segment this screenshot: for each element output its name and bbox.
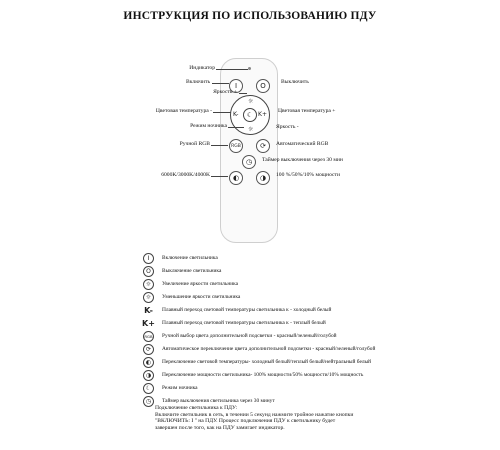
moon-icon: ☾ (246, 111, 254, 119)
leader-line (211, 145, 228, 146)
label-color-temp-plus: Цветовая температура + (278, 108, 336, 114)
remote-rgb-button[interactable] (229, 139, 243, 153)
leader-line (212, 83, 229, 84)
auto-rgb-icon: ⟳ (143, 344, 154, 355)
timer-icon: ◷ (143, 396, 154, 407)
power-level-icon: ◑ (259, 174, 267, 182)
legend-text: Режим ночника (162, 385, 198, 391)
legend-item (143, 278, 238, 290)
brightness-up-icon: ☼ (248, 98, 254, 105)
label-off: Выключить (281, 79, 309, 85)
legend-text: Увеличение яркости светильника (162, 281, 239, 287)
legend-item (143, 265, 221, 277)
legend-text: Переключение мощности светильника- 100% мощности/50% мощности/10% мощность (162, 372, 364, 378)
legend-item (143, 369, 363, 381)
label-color-temps: 6000K/3000K/4000K (161, 172, 210, 178)
power-off-icon: O (143, 266, 154, 277)
legend-text: Включение светильника (162, 255, 218, 261)
auto-rgb-icon: ⟳ (260, 142, 266, 150)
leader-line (213, 112, 231, 113)
note-heading: Подключение светильника к ПДУ: (155, 405, 238, 411)
power-off-icon: O (260, 82, 266, 90)
leader-line (216, 69, 248, 70)
color-temp-icon: ◐ (143, 357, 154, 368)
label-on: Включить (185, 79, 210, 85)
legend-item (143, 252, 218, 264)
remote-timer-button[interactable] (242, 155, 256, 169)
power-level-icon: ◑ (143, 370, 154, 381)
legend-item (143, 317, 326, 329)
note-line: "ВКЛЮЧИТЬ: I " на ПДУ. Процесс подключения ПДУ к светильнику будет (155, 418, 336, 425)
brightness-up-icon: ☼ (143, 279, 154, 290)
k-minus-label: K- (233, 111, 239, 118)
power-on-icon: I (234, 82, 238, 90)
moon-icon: ☾ (143, 383, 154, 394)
label-auto-rgb: Автоматический RGB (276, 141, 329, 147)
legend-text: Таймер выключения светильника через 30 минут (162, 398, 275, 404)
indicator-light (248, 67, 251, 70)
label-brightness-down: Яркость - (276, 124, 299, 130)
legend-item (143, 382, 198, 394)
remote-color-temp-button[interactable] (229, 171, 243, 185)
label-color-temp-minus: Цветовая температура - (155, 108, 212, 114)
leader-line (239, 93, 247, 94)
brightness-down-icon: ☼ (143, 292, 154, 303)
rgb-icon: RGB (143, 331, 154, 342)
legend-item (143, 356, 371, 368)
night-mode-button[interactable] (243, 108, 257, 122)
legend-text: Плавный переход световой температуры светильника к - теплый белый (162, 320, 326, 326)
color-temp-icon: ◐ (232, 174, 240, 182)
label-power-levels: 100 %/50%/10% мощности (276, 172, 340, 178)
brightness-down-icon: ☼ (248, 126, 254, 133)
remote-off-button[interactable] (256, 79, 270, 93)
legend-text: Плавный переход световой температуры светильника к - холодный белый (162, 307, 332, 313)
legend-text: Уменьшение яркости светильника (162, 294, 241, 300)
k-minus-icon: K- (144, 305, 153, 315)
power-on-icon: I (143, 253, 154, 264)
leader-line (228, 127, 244, 128)
pairing-instructions (155, 405, 395, 431)
rgb-icon: RGB (231, 143, 241, 149)
legend-item (143, 330, 337, 342)
note-line: завершен после того, как на ПДУ замигает индикатор. (155, 424, 285, 431)
note-line: Включите светильник в сеть, в течении 5 секунд нажмите тройное нажатие кнопки (155, 411, 354, 418)
brightness-temperature-dial[interactable] (230, 95, 270, 135)
k-plus-icon: K+ (142, 318, 155, 328)
label-manual-rgb: Ручной RGB (179, 141, 210, 147)
legend-item (143, 343, 375, 355)
remote-control (220, 58, 278, 243)
label-night-mode: Режим ночника (190, 123, 227, 129)
legend-text: Ручной выбор цвета дополнительной подсветки - красный/зеленый/голубой (162, 333, 337, 339)
timer-icon: ◷ (245, 158, 253, 166)
remote-auto-rgb-button[interactable] (256, 139, 270, 153)
leader-line (211, 176, 228, 177)
legend-item (143, 304, 331, 316)
label-indicator: Индикатор (189, 65, 215, 71)
page-title: ИНСТРУКЦИЯ ПО ИСПОЛЬЗОВАНИЮ ПДУ (123, 10, 377, 22)
label-timer: Таймер выключения через 30 мин (262, 157, 343, 163)
legend-item (143, 291, 240, 303)
remote-power-level-button[interactable] (256, 171, 270, 185)
k-plus-label: K+ (258, 111, 267, 118)
label-brightness-up: Яркость + (213, 89, 237, 95)
legend-text: Автоматическое переключение цвета дополнительной подсветки - красный/зеленый/голубой (162, 346, 376, 352)
legend-text: Выключение светильника (162, 268, 222, 274)
legend-text: Переключение световой температуры- холодный белый/теплый белый/нейтральный белый (162, 359, 372, 365)
